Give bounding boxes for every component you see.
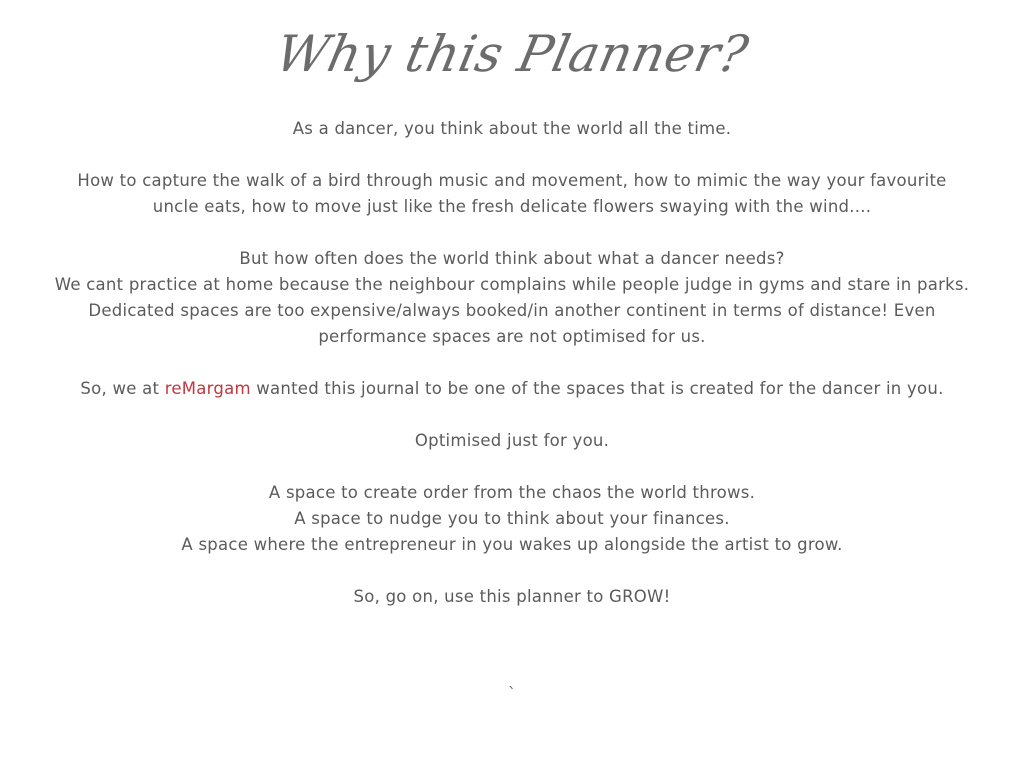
spacer: [0, 350, 1024, 376]
space-item: A space to create order from the chaos the world throws.: [268, 483, 756, 502]
spacer: [0, 402, 1024, 428]
needs-text-line: performance spaces are not optimised for us.: [318, 327, 706, 346]
spacer: [0, 454, 1024, 480]
needs-text-line: But how often does the world think about what a dancer needs?: [239, 249, 785, 268]
page-title: Why this Planner?: [270, 25, 754, 83]
journal-text-before: So, we at: [80, 379, 165, 398]
brand-name: reMargam: [164, 379, 251, 398]
needs-text-line: Dedicated spaces are too expensive/always booked/in another continent in terms of distance! Even: [88, 301, 936, 320]
journal-text-after: wanted this journal to be one of the spaces that is created for the dancer in you.: [250, 379, 944, 398]
spacer: [0, 142, 1024, 168]
stray-mark: `: [508, 684, 516, 703]
space-item: A space to nudge you to think about your finances.: [294, 509, 730, 528]
closing-text: So, go on, use this planner to GROW!: [353, 587, 671, 606]
capture-text-line: uncle eats, how to move just like the fresh delicate flowers swaying with the wind....: [152, 197, 872, 216]
spacer: [0, 558, 1024, 584]
capture-text-line: How to capture the walk of a bird through music and movement, how to mimic the way your favourite: [77, 171, 947, 190]
planner-description: [0, 116, 1024, 610]
optimised-text: Optimised just for you.: [414, 431, 610, 450]
intro-text: As a dancer, you think about the world all the time.: [292, 119, 732, 138]
journal-text: [0, 376, 1024, 402]
space-item: A space where the entrepreneur in you wakes up alongside the artist to grow.: [181, 535, 843, 554]
spacer: [0, 220, 1024, 246]
needs-text-line: We cant practice at home because the neighbour complains while people judge in gyms and stare in parks.: [54, 275, 970, 294]
